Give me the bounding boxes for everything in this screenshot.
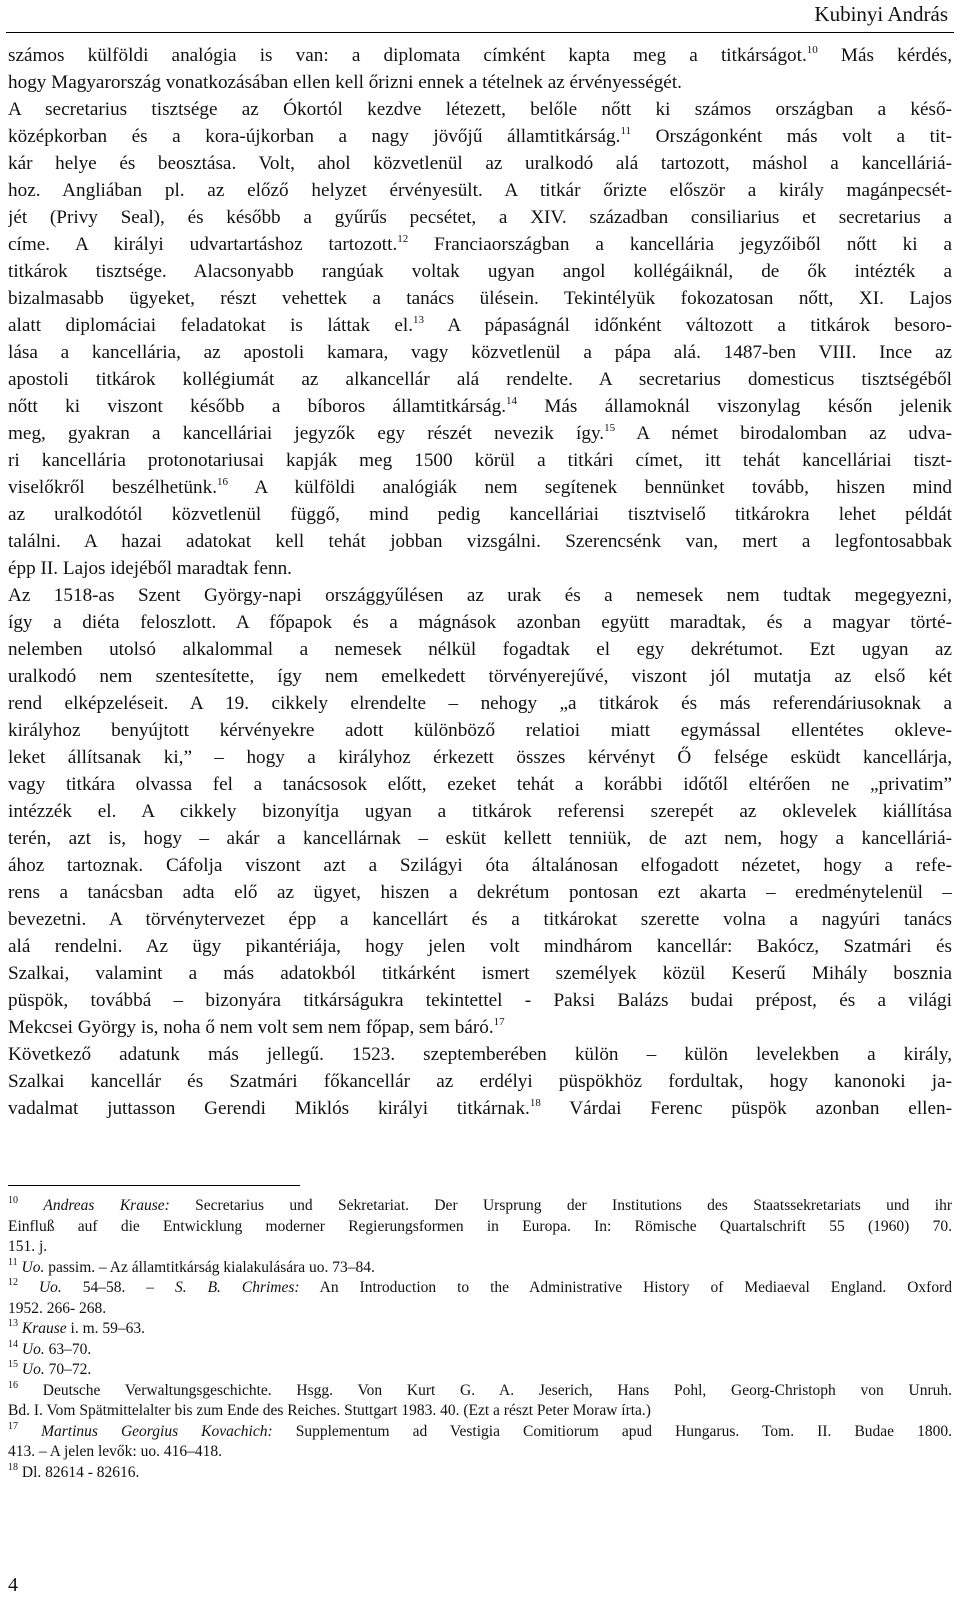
body-line: uralkodó nem szentesítette, így nem emelkedett törvényerejűvé, viszont jól mutatja az első két — [8, 666, 952, 687]
header-rule — [6, 32, 954, 33]
body-line: alatt diplomáciai feladatokat is láttak el.$^{13}$ A pápaságnál időnként változott a titkárok besoro- — [8, 314, 952, 336]
body-line: hogy Magyarország vonatkozásában ellen kell őrizni ennek a tételnek az érvényességét. — [8, 72, 682, 93]
body-line: rens a tanácsban adta elő az ügyet, hiszen a dekrétum pontosan ezt akarta – eredménytelenül – — [8, 882, 952, 903]
body-line: püspök, továbbá – bizonyára titkárságukra tekintettel - Paksi Balázs budai prépost, és a világi — [8, 990, 952, 1011]
footnote-ref: 18 — [529, 1097, 541, 1109]
body-line: középkorban és a kora-újkorban a nagy jövőjű államtitkárság.$^{11}$ Országonként más volt a tit- — [8, 125, 952, 147]
footnotes — [8, 1196, 952, 1483]
page-number: 4 — [8, 1574, 18, 1596]
footnote-line: $^{11}$ Uo. passim. – Az államtitkárság kialakulására uo. 73–84. — [8, 1257, 375, 1276]
body-line: Szalkai kancellár és Szatmári főkancellár az erdélyi püspökhöz fordultak, hogy kanonoki ja- — [8, 1071, 952, 1092]
footnote-ref: 14 — [506, 395, 518, 407]
body-line: terén, azt is, hogy – akár a kancellárnak – esküt kellett tenniük, de azt nem, hogy a kancelláriá- — [8, 828, 952, 849]
footnote-line: Bd. I. Vom Spätmittelalter bis zum Ende des Reiches. Stuttgart 1983. 40. (Ezt a részt Peter Moraw írta.) — [8, 1402, 651, 1419]
footnote-line: $^{10}$ Andreas Krause: Secretarius und Sekretariat. Der Ursprung der Institutions des Staatssekretariats und ihr — [8, 1196, 952, 1214]
body-text — [8, 42, 952, 1122]
body-line: A secretarius tisztsége az Ókortól kezdve létezett, belőle nőtt ki számos országban a késő- — [8, 99, 952, 120]
footnote-line: $^{15}$ Uo. 70–72. — [8, 1360, 92, 1378]
footnote-number: 17 — [8, 1421, 18, 1432]
footnote-line: Einfluß auf die Entwicklung moderner Regierungsformen in Europa. In: Römische Quartalschrift 55 (1960) 70. — [8, 1217, 952, 1235]
footnote-number: 10 — [8, 1196, 18, 1206]
footnote-ref: 13 — [413, 314, 425, 326]
footnote-ref: 10 — [806, 44, 818, 56]
body-line: intézzék el. A cikkely bizonyítja ugyan a titkárok referensi szerepét az oklevelek kiállítása — [8, 801, 952, 822]
body-line: titkárok tisztsége. Alacsonyabb rangúak voltak ugyan angol kollégáiknál, de ők intézték a — [8, 261, 952, 282]
body-line: Következő adatunk más jellegű. 1523. szeptemberében külön – külön levelekben a király, — [8, 1044, 952, 1065]
footnote-line: $^{13}$ Krause i. m. 59–63. — [8, 1319, 146, 1337]
body-line: leket állítsanak ki,” – hogy a királyhoz érkezett összes kérvényt Ő felsége esküdt kancellárja, — [8, 747, 952, 768]
body-line: kár helye és beosztása. Volt, ahol közvetlenül az uralkodó alá tartozott, máshol a kancelláriá- — [8, 153, 952, 174]
body-line: Az 1518-as Szent György-napi országgyűlésen az urak és a nemesek nem tudtak megegyezni, — [8, 585, 952, 606]
body-line: rend elképzeléseit. A 19. cikkely elrendelte – nehogy „a titkárok és más referendáriusoknak a — [8, 693, 952, 714]
footnote-number: 14 — [8, 1339, 18, 1350]
footnote-number: 12 — [8, 1278, 18, 1288]
body-line: Szalkai, valamint a más adatokból titkárként ismert személyek közül Keserű Mihály bosznia — [8, 963, 952, 984]
footnote-number: 15 — [8, 1360, 18, 1370]
body-line: lása a kancellária, az apostoli kamara, vagy közvetlenül a pápa alá. 1487-ben VIII. Ince az — [8, 342, 952, 363]
footnote-number: 11 — [8, 1257, 18, 1268]
body-line: ához tartoznak. Cáfolja viszont azt a Szilágyi óta általánosan elfogadott nézetet, hogy a refe- — [8, 855, 952, 876]
body-line: jét (Privy Seal), és később a gyűrűs pecsétet, a XIV. században consiliarius et secretarius a — [8, 207, 952, 228]
body-line: találni. A hazai adatokat kell tehát jobban vizsgálni. Szerencsénk van, mert a legfontosabbak — [8, 531, 952, 552]
body-line: bizalmasabb ügyeket, részt vehettek a tanács ülésein. Tekintélyük fokozatosan nőtt, XI. Lajos — [8, 288, 952, 309]
body-line: vagy titkára olvassa fel a tanácsosok előtt, ezeket tehát a korábbi időtől eltérően ne „privatim” — [8, 774, 952, 795]
footnote-ref: 12 — [397, 233, 409, 245]
body-line: számos külföldi analógia is van: a diplomata címként kapta meg a titkárságot.$^{10}$ Más kérdés, — [8, 44, 952, 66]
body-line: vadalmat juttasson Gerendi Miklós királyi titkárnak.$^{18}$ Várdai Ferenc püspök azonban ellen- — [8, 1097, 952, 1119]
body-line: ri kancellária protonotariusai kapják meg 1500 körül a titkári címet, itt tehát kancelláriai tiszt- — [8, 450, 952, 471]
body-line: nelemben utolsó alkalommal a nemesek nélkül fogadtak el egy dekrétumot. Ezt ugyan az — [8, 639, 952, 660]
footnote-line: 151. j. — [8, 1238, 48, 1255]
body-line: bevezetni. A törvénytervezet épp a kancellárt és a titkárokat szerette volna a nagyúri tanács — [8, 909, 952, 930]
footnote-number: 16 — [8, 1380, 18, 1391]
body-line: címe. A királyi udvartartáshoz tartozott.$^{12}$ Franciaországban a kancellária jegyzőiből nőtt ki a — [8, 233, 952, 255]
body-line: hoz. Angliában pl. az előző helyzet érvényesült. A titkár őrizte először a király magánpecsét- — [8, 180, 952, 201]
footnote-ref: 11 — [620, 125, 632, 137]
body-line: így a diéta feloszlott. A főpapok és a mágnások azonban együtt maradtak, és a magyar törté- — [8, 612, 952, 633]
footnote-number: 13 — [8, 1319, 18, 1329]
body-line: épp II. Lajos idejéből maradtak fenn. — [8, 558, 292, 579]
footnote-ref: 16 — [217, 476, 229, 488]
footnote-line: $^{17}$ Martinus Georgius Kovachich: Supplementum ad Vestigia Comitiorum apud Hungarus. Tom. II. Budae 1800. — [8, 1421, 952, 1440]
body-line: meg, gyakran a kancelláriai jegyzők egy részét nevezik így.$^{15}$ A német birodalomban az udva- — [8, 422, 952, 444]
footnote-line: 1952. 266- 268. — [8, 1299, 107, 1317]
footnote-number: 18 — [8, 1462, 18, 1473]
running-header: Kubinyi András — [814, 2, 948, 26]
body-line: királyhoz benyújtott kérvényekre adott különböző relatioi miatt egymással ellentétes okleve- — [8, 720, 952, 741]
footnote-line: $^{12}$ Uo. 54–58. – S. B. Chrimes: An Introduction to the Administrative History of Mediaeval England. Oxford — [8, 1278, 952, 1296]
footnote-ref: 15 — [604, 422, 616, 434]
body-line: apostoli titkárok kollégiumát az alkancellár alá rendelte. A secretarius domesticus tisztségéből — [8, 369, 952, 390]
body-line: Mekcsei György is, noha ő nem volt sem nem főpap, sem báró.$^{17}$ — [8, 1016, 505, 1038]
footnote-line: $^{14}$ Uo. 63–70. — [8, 1339, 92, 1358]
footnote-line: $^{18}$ Dl. 82614 - 82616. — [8, 1462, 140, 1481]
body-line: viselőkről beszélhetünk.$^{16}$ A külföldi analógiák nem segítenek bennünket tovább, hiszen mind — [8, 476, 952, 498]
footnote-line: 413. – A jelen levők: uo. 416–418. — [8, 1443, 222, 1460]
footnote-ref: 17 — [493, 1016, 505, 1028]
body-line: nőtt ki viszont később a bíboros államtitkárság.$^{14}$ Más államoknál viszonylag későn jelenik — [8, 395, 952, 417]
footnote-line: $^{16}$ Deutsche Verwaltungsgeschichte. Hsgg. Von Kurt G. A. Jeserich, Hans Pohl, Georg-Christoph von Unruh. — [8, 1380, 952, 1399]
body-line: az uralkodótól közvetlenül függő, mind pedig kancelláriai tisztviselő titkárokra lehet példát — [8, 504, 952, 525]
body-line: alá rendelni. Az ügy pikantériája, hogy jelen volt mindhárom kancellár: Bakócz, Szatmári és — [8, 936, 952, 957]
footnote-separator — [8, 1185, 300, 1186]
